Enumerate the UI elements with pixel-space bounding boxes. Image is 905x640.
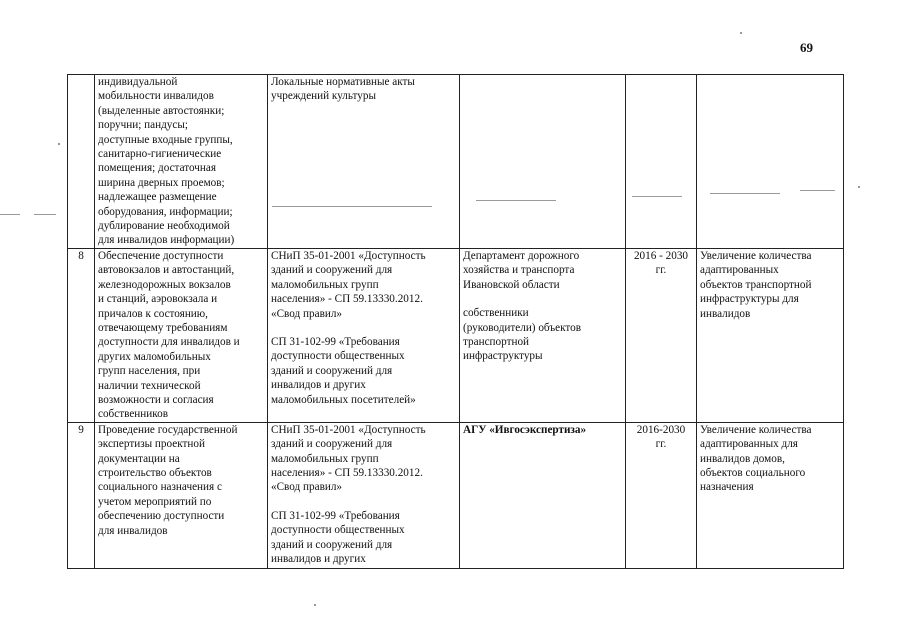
executor-cell xyxy=(460,248,626,422)
table-row xyxy=(68,422,844,568)
scan-speck xyxy=(858,186,860,188)
result-line: назначения xyxy=(700,481,754,494)
page-number: 69 xyxy=(800,40,813,55)
measure-line: (выделенные автостоянки; xyxy=(98,104,225,117)
row-number: 8 xyxy=(68,248,95,422)
basis-cell xyxy=(268,75,460,249)
period-line: гг. xyxy=(655,264,667,277)
basis-line: зданий и сооружений для xyxy=(271,438,393,451)
scan-speck xyxy=(58,143,60,145)
result-line: инфраструктуры для xyxy=(700,293,799,306)
result-line: инвалидов домов, xyxy=(700,452,785,465)
period-cell xyxy=(626,422,697,568)
period-line: гг. xyxy=(655,438,667,451)
measure-line: для инвалидов xyxy=(98,524,168,537)
measure-line: документации на xyxy=(98,452,180,465)
executor-line: транспортной xyxy=(463,335,530,348)
scan-line xyxy=(632,196,682,197)
basis-line: СНиП 35-01-2001 «Доступность xyxy=(271,423,426,436)
result-line: адаптированных для xyxy=(700,438,798,451)
measure-line: дублирование необходимой xyxy=(98,220,230,233)
scan-line xyxy=(34,214,56,215)
executor-line: хозяйства и транспорта xyxy=(463,264,575,277)
basis-cell xyxy=(268,248,460,422)
measure-line: обеспечению доступности xyxy=(98,510,225,523)
scan-line xyxy=(272,206,432,207)
basis-line: инвалидов и других xyxy=(271,379,366,392)
measure-line: других маломобильных xyxy=(98,350,211,363)
period-cell xyxy=(626,75,697,249)
scan-line xyxy=(710,193,780,194)
result-line: инвалидов xyxy=(700,307,751,320)
basis-line: маломобильных групп xyxy=(271,278,379,291)
basis-line: инвалидов и других xyxy=(271,553,366,565)
executor-line: Департамент дорожного xyxy=(463,249,580,262)
measure-line: групп населения, при xyxy=(98,365,201,378)
basis-line: «Свод правил» xyxy=(271,481,343,494)
period-line: 2016 - 2030 xyxy=(633,249,689,262)
measure-line: Обеспечение доступности xyxy=(98,249,224,262)
measure-cell xyxy=(95,422,268,568)
scan-line xyxy=(0,214,20,215)
measure-line: социального назначения с xyxy=(98,481,222,494)
measure-line: помещения; достаточная xyxy=(98,162,217,175)
basis-line: зданий и сооружений для xyxy=(271,264,393,277)
measure-line: и станций, аэровокзала и xyxy=(98,293,218,306)
measure-cell xyxy=(95,75,268,249)
basis-line: доступности общественных xyxy=(271,524,405,537)
measure-line: отвечающему требованиям xyxy=(98,321,228,334)
basis-line: населения» - СП 59.13330.2012. xyxy=(271,466,423,479)
measure-line: строительство объектов xyxy=(98,466,212,479)
result-cell xyxy=(697,75,844,249)
result-line: объектов социального xyxy=(700,466,806,479)
measure-cell xyxy=(95,248,268,422)
measure-line: оборудования, информации; xyxy=(98,205,233,218)
executor-line: (руководители) объектов xyxy=(463,321,581,334)
measure-line: железнодорожных вокзалов xyxy=(98,278,231,291)
measure-line: ширина дверных проемов; xyxy=(98,176,225,189)
result-line: Увеличение количества xyxy=(700,423,812,436)
result-line: Увеличение количества xyxy=(700,249,812,262)
scan-line xyxy=(800,190,835,191)
basis-line: доступности общественных xyxy=(271,350,405,363)
scan-line xyxy=(476,200,556,201)
measure-line: наличии технической xyxy=(98,379,201,392)
measure-line: экспертизы проектной xyxy=(98,438,205,451)
measure-line: надлежащее размещение xyxy=(98,191,217,204)
executor-line: собственники xyxy=(463,307,529,320)
measure-line: поручни; пандусы; xyxy=(98,119,188,132)
measure-line: автовокзалов и автостанций, xyxy=(98,264,235,277)
table-row xyxy=(68,75,844,249)
executor-cell xyxy=(460,75,626,249)
measure-line: мобильности инвалидов xyxy=(98,90,214,103)
measure-line: индивидуальной xyxy=(98,76,178,88)
basis-line: зданий и сооружений для xyxy=(271,538,393,551)
measures-table xyxy=(67,74,844,569)
result-cell xyxy=(697,248,844,422)
executor-line: Ивановской области xyxy=(463,278,560,291)
basis-line: Локальные нормативные акты xyxy=(271,76,415,88)
executor-cell xyxy=(460,422,626,568)
measure-line: доступности для инвалидов и xyxy=(98,336,240,349)
basis-line: «Свод правил» xyxy=(271,307,343,320)
row-number xyxy=(68,75,95,249)
measure-line: возможности и согласия xyxy=(98,393,214,406)
measure-line: собственников xyxy=(98,408,168,421)
measure-line: учетом мероприятий по xyxy=(98,495,212,508)
basis-line: учреждений культуры xyxy=(271,90,377,103)
basis-line: СП 31-102-99 «Требования xyxy=(271,335,400,348)
basis-line: СП 31-102-99 «Требования xyxy=(271,509,400,522)
basis-line: СНиП 35-01-2001 «Доступность xyxy=(271,249,426,262)
result-line: адаптированных xyxy=(700,264,779,277)
basis-line: зданий и сооружений для xyxy=(271,364,393,377)
basis-cell xyxy=(268,422,460,568)
measure-line: Проведение государственной xyxy=(98,423,238,436)
scan-speck xyxy=(314,604,316,606)
basis-line: маломобильных посетителей» xyxy=(271,393,416,406)
measure-line: санитарно-гигиенические xyxy=(98,148,222,161)
executor-line: АГУ «Ивгосэкспертиза» xyxy=(463,423,587,436)
measure-line: доступные входные группы, xyxy=(98,133,233,146)
measure-line: для инвалидов информации) xyxy=(98,234,235,247)
period-cell xyxy=(626,248,697,422)
period-line: 2016-2030 xyxy=(636,423,686,436)
executor-line: инфраструктуры xyxy=(463,350,543,363)
basis-line: населения» - СП 59.13330.2012. xyxy=(271,293,423,306)
result-line: объектов транспортной xyxy=(700,278,812,291)
basis-line: маломобильных групп xyxy=(271,452,379,465)
measure-line: причалов к состоянию, xyxy=(98,307,208,320)
result-cell xyxy=(697,422,844,568)
scan-speck xyxy=(740,32,742,34)
row-number: 9 xyxy=(68,422,95,568)
table-row xyxy=(68,248,844,422)
